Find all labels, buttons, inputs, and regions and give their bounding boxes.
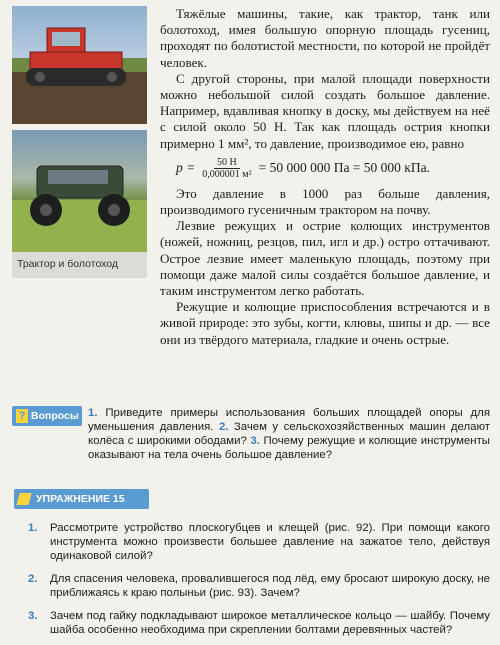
exercise-item-text: Для спасения человека, провалившегося под лёд, ему бросают широкую доску, не приближаясь к краю полыньи (рис. 93). Зачем?: [50, 573, 490, 599]
questions-text: [88, 406, 490, 462]
main-text: [160, 6, 490, 348]
question-2-number: 2.: [218, 421, 229, 433]
photo-caption: Трактор и болотоход: [12, 252, 147, 278]
exercise-item: [28, 521, 490, 563]
exercise-item-text: Зачем под гайку подкладывают широкое металлическое кольцо — шайбу. Почему шайба особенно необходима при скреплении болтами деревянных частей?: [50, 610, 490, 636]
formula-denominator: 0,000001 м²: [202, 168, 252, 180]
formula-rhs: = 50 000 000 Па = 50 000 кПа.: [258, 160, 430, 176]
question-1: Приведите примеры использования больших площадей опоры для уменьшения давления.: [88, 407, 490, 433]
questions-block: [12, 406, 490, 462]
pencil-icon: [16, 493, 31, 505]
formula-fraction: [199, 157, 254, 180]
question-mark-icon: ?: [16, 409, 28, 423]
exercise-item: [28, 609, 490, 637]
question-2: Зачем у сельскохозяйственных машин делают колёса с широкими ободами?: [88, 421, 490, 447]
paragraph-1: Тяжёлые машины, такие, как трактор, танк или болотоход, имея большую опорную площадь гусениц, проходят по болотистой местности, по которой не пройдёт человек.: [160, 6, 490, 70]
exercise-title: УПРАЖНЕНИЕ 15: [36, 493, 125, 505]
paragraph-2: С другой стороны, при малой площади поверхности можно небольшой силой создать большое давление. Например, вдавливая кнопку в доску, мы действуем на неё с силой около 50 Н. Так как площадь острия кнопки примерно 1 мм², то давление, производимое ею, равно: [160, 70, 490, 151]
paragraph-4: Лезвие режущих и острие колющих инструментов (ножей, ножниц, резцов, пил, игл и др.) остро оттачивают. Острое лезвие имеет маленькую площадь, поэтому при помощи даже малой силы создаётся большое давление, и таким инструментом легко работать.: [160, 218, 490, 299]
tractor-illustration: [12, 6, 147, 124]
photo-column: [12, 6, 147, 278]
paragraph-5: Режущие и колющие приспособления встречаются и в живой природе: это зубы, когти, клювы, шипы и др. — все они из твёрдого материала, гладкие и очень острые.: [160, 299, 490, 347]
exercise-item-number: 1.: [28, 522, 38, 534]
question-3-number: 3.: [250, 435, 260, 447]
questions-badge: [12, 406, 82, 426]
formula-numerator: 50 Н: [214, 157, 240, 169]
tractor-photo: [12, 6, 147, 124]
paragraph-3: Это давление в 1000 раз больше давления, производимого гусеничным трактором на почву.: [160, 185, 490, 218]
exercise-item-number: 2.: [28, 573, 38, 585]
questions-badge-label: Вопросы: [31, 410, 79, 422]
exercise-list: [28, 521, 490, 645]
question-1-number: 1.: [88, 407, 98, 419]
question-3: Почему режущие и колющие инструменты оказывают на тела очень большое давление?: [88, 435, 490, 461]
exercise-item: [28, 572, 490, 600]
exercise-item-text: Рассмотрите устройство плоскогубцев и клещей (рис. 92). При помощи какого инструмента можно произвести большее давление на зажатое тело, действуя одинаковой силой?: [50, 522, 490, 562]
formula-lhs: p =: [176, 160, 196, 176]
bog-vehicle-photo: [12, 130, 147, 252]
exercise-item-number: 3.: [28, 610, 38, 622]
exercise-header: [14, 489, 149, 509]
pressure-formula: [160, 157, 490, 180]
bog-vehicle-illustration: [12, 130, 147, 252]
